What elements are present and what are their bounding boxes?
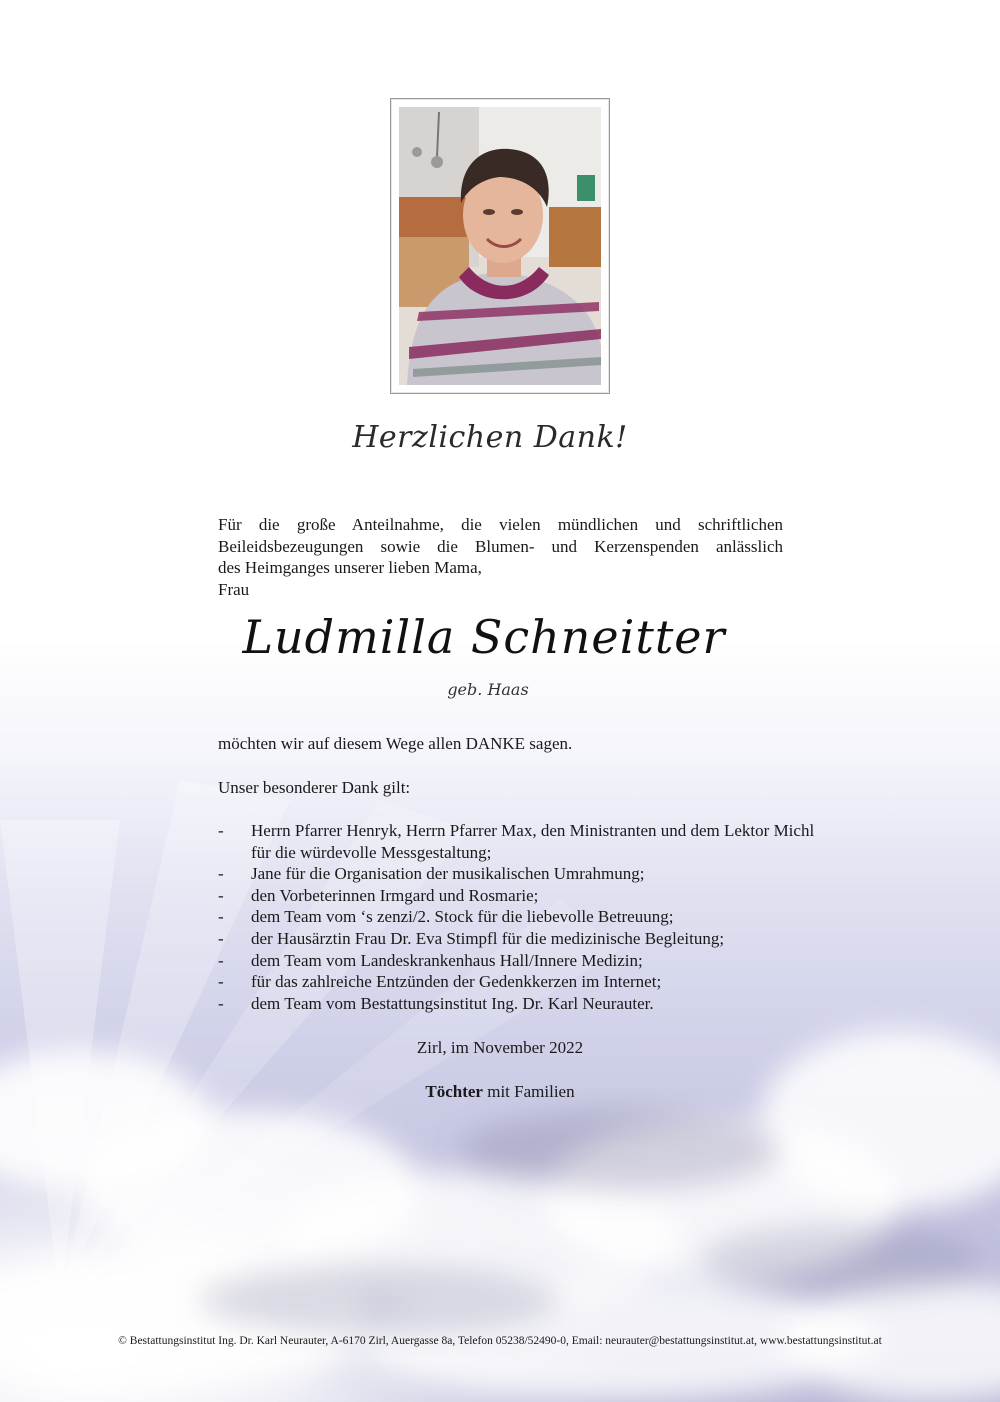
list-dash: -	[218, 885, 224, 905]
list-item	[218, 906, 818, 928]
list-dash: -	[218, 864, 224, 884]
intro-paragraph	[218, 514, 783, 600]
list-dash: -	[218, 950, 224, 970]
intro-line-1: Für die große Anteilnahme, die vielen mündlichen und schriftlichen	[218, 515, 783, 534]
thanks-line: möchten wir auf diesem Wege allen DANKE sagen.	[218, 734, 573, 753]
list-item-text: Jane für die Organisation der musikalischen Umrahmung;	[251, 864, 645, 884]
maiden-name: geb. Haas	[447, 680, 529, 699]
list-dash: -	[218, 993, 224, 1013]
list-item	[218, 863, 818, 885]
list-dash: -	[218, 928, 224, 948]
thanks-list	[218, 820, 818, 1014]
list-dash: -	[218, 821, 224, 840]
list-item	[218, 950, 818, 972]
list-item	[218, 820, 818, 863]
portrait-photo	[399, 107, 601, 385]
intro-line-4: Frau	[218, 579, 250, 599]
deceased-name: Ludmilla Schneitter	[242, 610, 726, 664]
list-item-text: für das zahlreiche Entzünden der Gedenkkerzen im Internet;	[251, 972, 662, 992]
special-thanks-heading: Unser besonderer Dank gilt:	[218, 778, 411, 797]
signature-bold: Töchter	[425, 1082, 483, 1101]
list-item-text: der Hausärztin Frau Dr. Eva Stimpfl für die medizinische Begleitung;	[251, 928, 725, 948]
list-item-text: dem Team vom ‘s zenzi/2. Stock für die liebevolle Betreuung;	[251, 907, 674, 927]
list-item-text: Herrn Pfarrer Henryk, Herrn Pfarrer Max, den Ministranten und dem Lektor Michl für die würdevolle Messgestaltung;	[251, 821, 815, 862]
list-dash: -	[218, 907, 224, 927]
list-item-text: dem Team vom Bestattungsinstitut Ing. Dr. Karl Neurauter.	[251, 993, 654, 1013]
signature	[0, 1082, 1000, 1102]
list-item	[218, 885, 818, 907]
heading-herzlichen-dank: Herzlichen Dank!	[352, 420, 628, 455]
list-item	[218, 928, 818, 950]
list-item	[218, 993, 818, 1015]
intro-line-2: Beileidsbezeugungen sowie die Blumen- und Kerzenspenden anlässlich	[218, 536, 783, 556]
list-item-text: dem Team vom Landeskrankenhaus Hall/Innere Medizin;	[251, 950, 643, 970]
list-item	[218, 971, 818, 993]
footer-imprint: © Bestattungsinstitut Ing. Dr. Karl Neurauter, A-6170 Zirl, Auergasse 8a, Telefon 05238/52490-0, Email: neurauter@bestattungsinstitut.at, www.bestattungsinstitut.at	[118, 1335, 882, 1347]
list-dash: -	[218, 972, 224, 992]
signature-rest: mit Familien	[482, 1082, 575, 1101]
intro-line-3: des Heimganges unserer lieben Mama,	[218, 558, 482, 577]
portrait-frame	[390, 98, 610, 394]
portrait-illustration	[399, 107, 601, 385]
list-item-text: den Vorbeterinnen Irmgard und Rosmarie;	[251, 885, 539, 905]
place-date: Zirl, im November 2022	[416, 1038, 584, 1057]
